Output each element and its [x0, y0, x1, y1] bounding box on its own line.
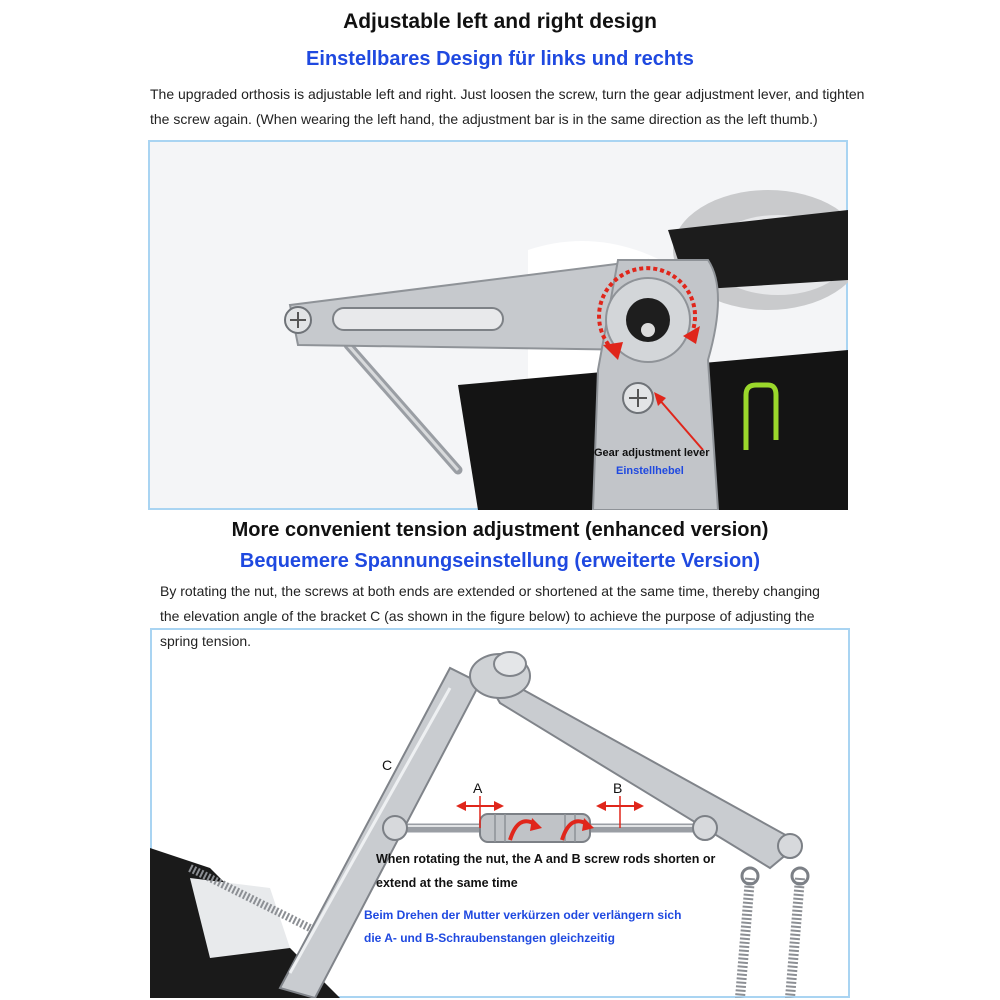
section2-title-en: More convenient tension adjustment (enhanced version): [231, 519, 769, 541]
nut-note-de-line2: die A- und B-Schraubenstangen gleichzeitig: [364, 931, 615, 945]
section2-desc-line2: the elevation angle of the bracket C (as shown in the figure below) to achieve the purpose of adjusting the: [160, 608, 815, 624]
tension-adjustment-photo: [150, 628, 850, 998]
nut-note-de-line1: Beim Drehen der Mutter verkürzen oder verlängern sich: [364, 908, 682, 922]
gear-lever-label-en: Gear adjustment lever: [594, 447, 710, 459]
section1-title-de: Einstellbares Design für links und rechts: [306, 48, 694, 70]
orthosis-lever-photo: [148, 140, 848, 510]
section1-title-en: Adjustable left and right design: [343, 10, 657, 33]
section2-title-de: Bequemere Spannungseinstellung (erweiterte Version): [239, 550, 761, 572]
section1-desc-line2: the screw again. (When wearing the left hand, the adjustment bar is in the same direction as the left thumb.): [150, 111, 818, 127]
section2-desc-line1: By rotating the nut, the screws at both ends are extended or shortened at the same time, thereby changing: [160, 583, 820, 599]
gear-lever-label-de: Einstellhebel: [616, 465, 684, 477]
screw-rod-b-label: B: [613, 780, 623, 796]
nut-note-en-line2: extend at the same time: [376, 876, 518, 890]
nut-note-en-line1: When rotating the nut, the A and B screw rods shorten or: [376, 852, 716, 866]
screw-rod-a-label: A: [473, 780, 483, 796]
section2-desc-line3: spring tension.: [160, 633, 252, 649]
bracket-c-label: C: [382, 757, 393, 773]
section1-desc-line1: The upgraded orthosis is adjustable left and right. Just loosen the screw, turn the gear adjustment lever, and tighten: [150, 86, 865, 102]
